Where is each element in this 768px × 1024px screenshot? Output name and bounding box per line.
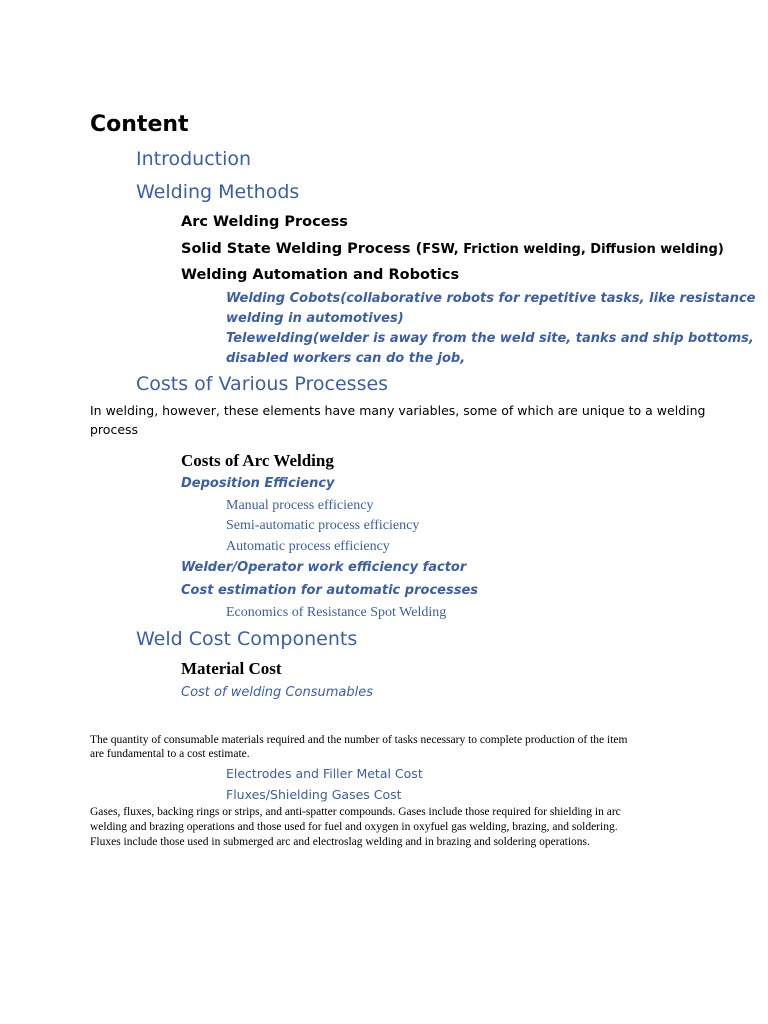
quantity-line-2: are fundamental to a cost estimate.: [90, 748, 250, 760]
telewelding-line-2: disabled workers can do the job,: [226, 351, 466, 366]
toc-cost-estimation-auto: Cost estimation for automatic processes: [181, 583, 478, 598]
gases-line-1: Gases, fluxes, backing rings or strips, and anti-spatter compounds. Gases include those required for shielding in arc: [90, 806, 621, 818]
toc-manual-efficiency: Manual process efficiency: [226, 498, 374, 513]
cobots-line-1: Welding Cobots(collaborative robots for repetitive tasks, like resistance: [226, 291, 756, 306]
toc-introduction: Introduction: [136, 148, 252, 170]
toc-solid-state-welding: [181, 241, 724, 257]
costs-intro-line-2: process: [90, 422, 139, 437]
telewelding-line-1: Telewelding(welder is away from the weld site, tanks and ship bottoms,: [226, 331, 754, 346]
toc-electrodes-cost: Electrodes and Filler Metal Cost: [226, 766, 423, 781]
cobots-line-2: welding in automotives): [226, 311, 404, 326]
toc-economics-spot: Economics of Resistance Spot Welding: [226, 605, 447, 620]
toc-cost-consumables: Cost of welding Consumables: [181, 685, 373, 700]
toc-weld-cost-components: Weld Cost Components: [136, 628, 358, 650]
toc-material-cost: Material Cost: [181, 659, 282, 678]
toc-welding-methods: Welding Methods: [136, 181, 300, 203]
toc-fluxes-cost: Fluxes/Shielding Gases Cost: [226, 787, 402, 802]
solid-state-detail-text: FSW, Friction welding, Diffusion welding): [422, 242, 724, 257]
toc-automation-robotics: Welding Automation and Robotics: [181, 267, 460, 283]
toc-auto-efficiency: Automatic process efficiency: [226, 539, 390, 554]
quantity-line-1: The quantity of consumable materials required and the number of tasks necessary to complete production of the item: [90, 734, 628, 746]
toc-costs-various: Costs of Various Processes: [136, 373, 389, 395]
gases-line-2: welding and brazing operations and those used for fuel and oxygen in oxyfuel gas welding, brazing, and soldering.: [90, 821, 618, 833]
toc-semi-auto-efficiency: Semi-automatic process efficiency: [226, 518, 420, 533]
gases-line-3: Fluxes include those used in submerged arc and electroslag welding and in brazing and soldering operations.: [90, 836, 590, 848]
toc-arc-welding-process: Arc Welding Process: [181, 214, 348, 230]
solid-state-main-text: Solid State Welding Process (: [181, 241, 423, 257]
toc-deposition-efficiency: Deposition Efficiency: [181, 476, 335, 491]
toc-welder-factor: Welder/Operator work efficiency factor: [181, 560, 467, 575]
toc-costs-arc-welding: Costs of Arc Welding: [181, 451, 334, 470]
content-heading: Content: [90, 112, 189, 137]
costs-intro-line-1: In welding, however, these elements have many variables, some of which are unique to a welding: [90, 403, 706, 418]
